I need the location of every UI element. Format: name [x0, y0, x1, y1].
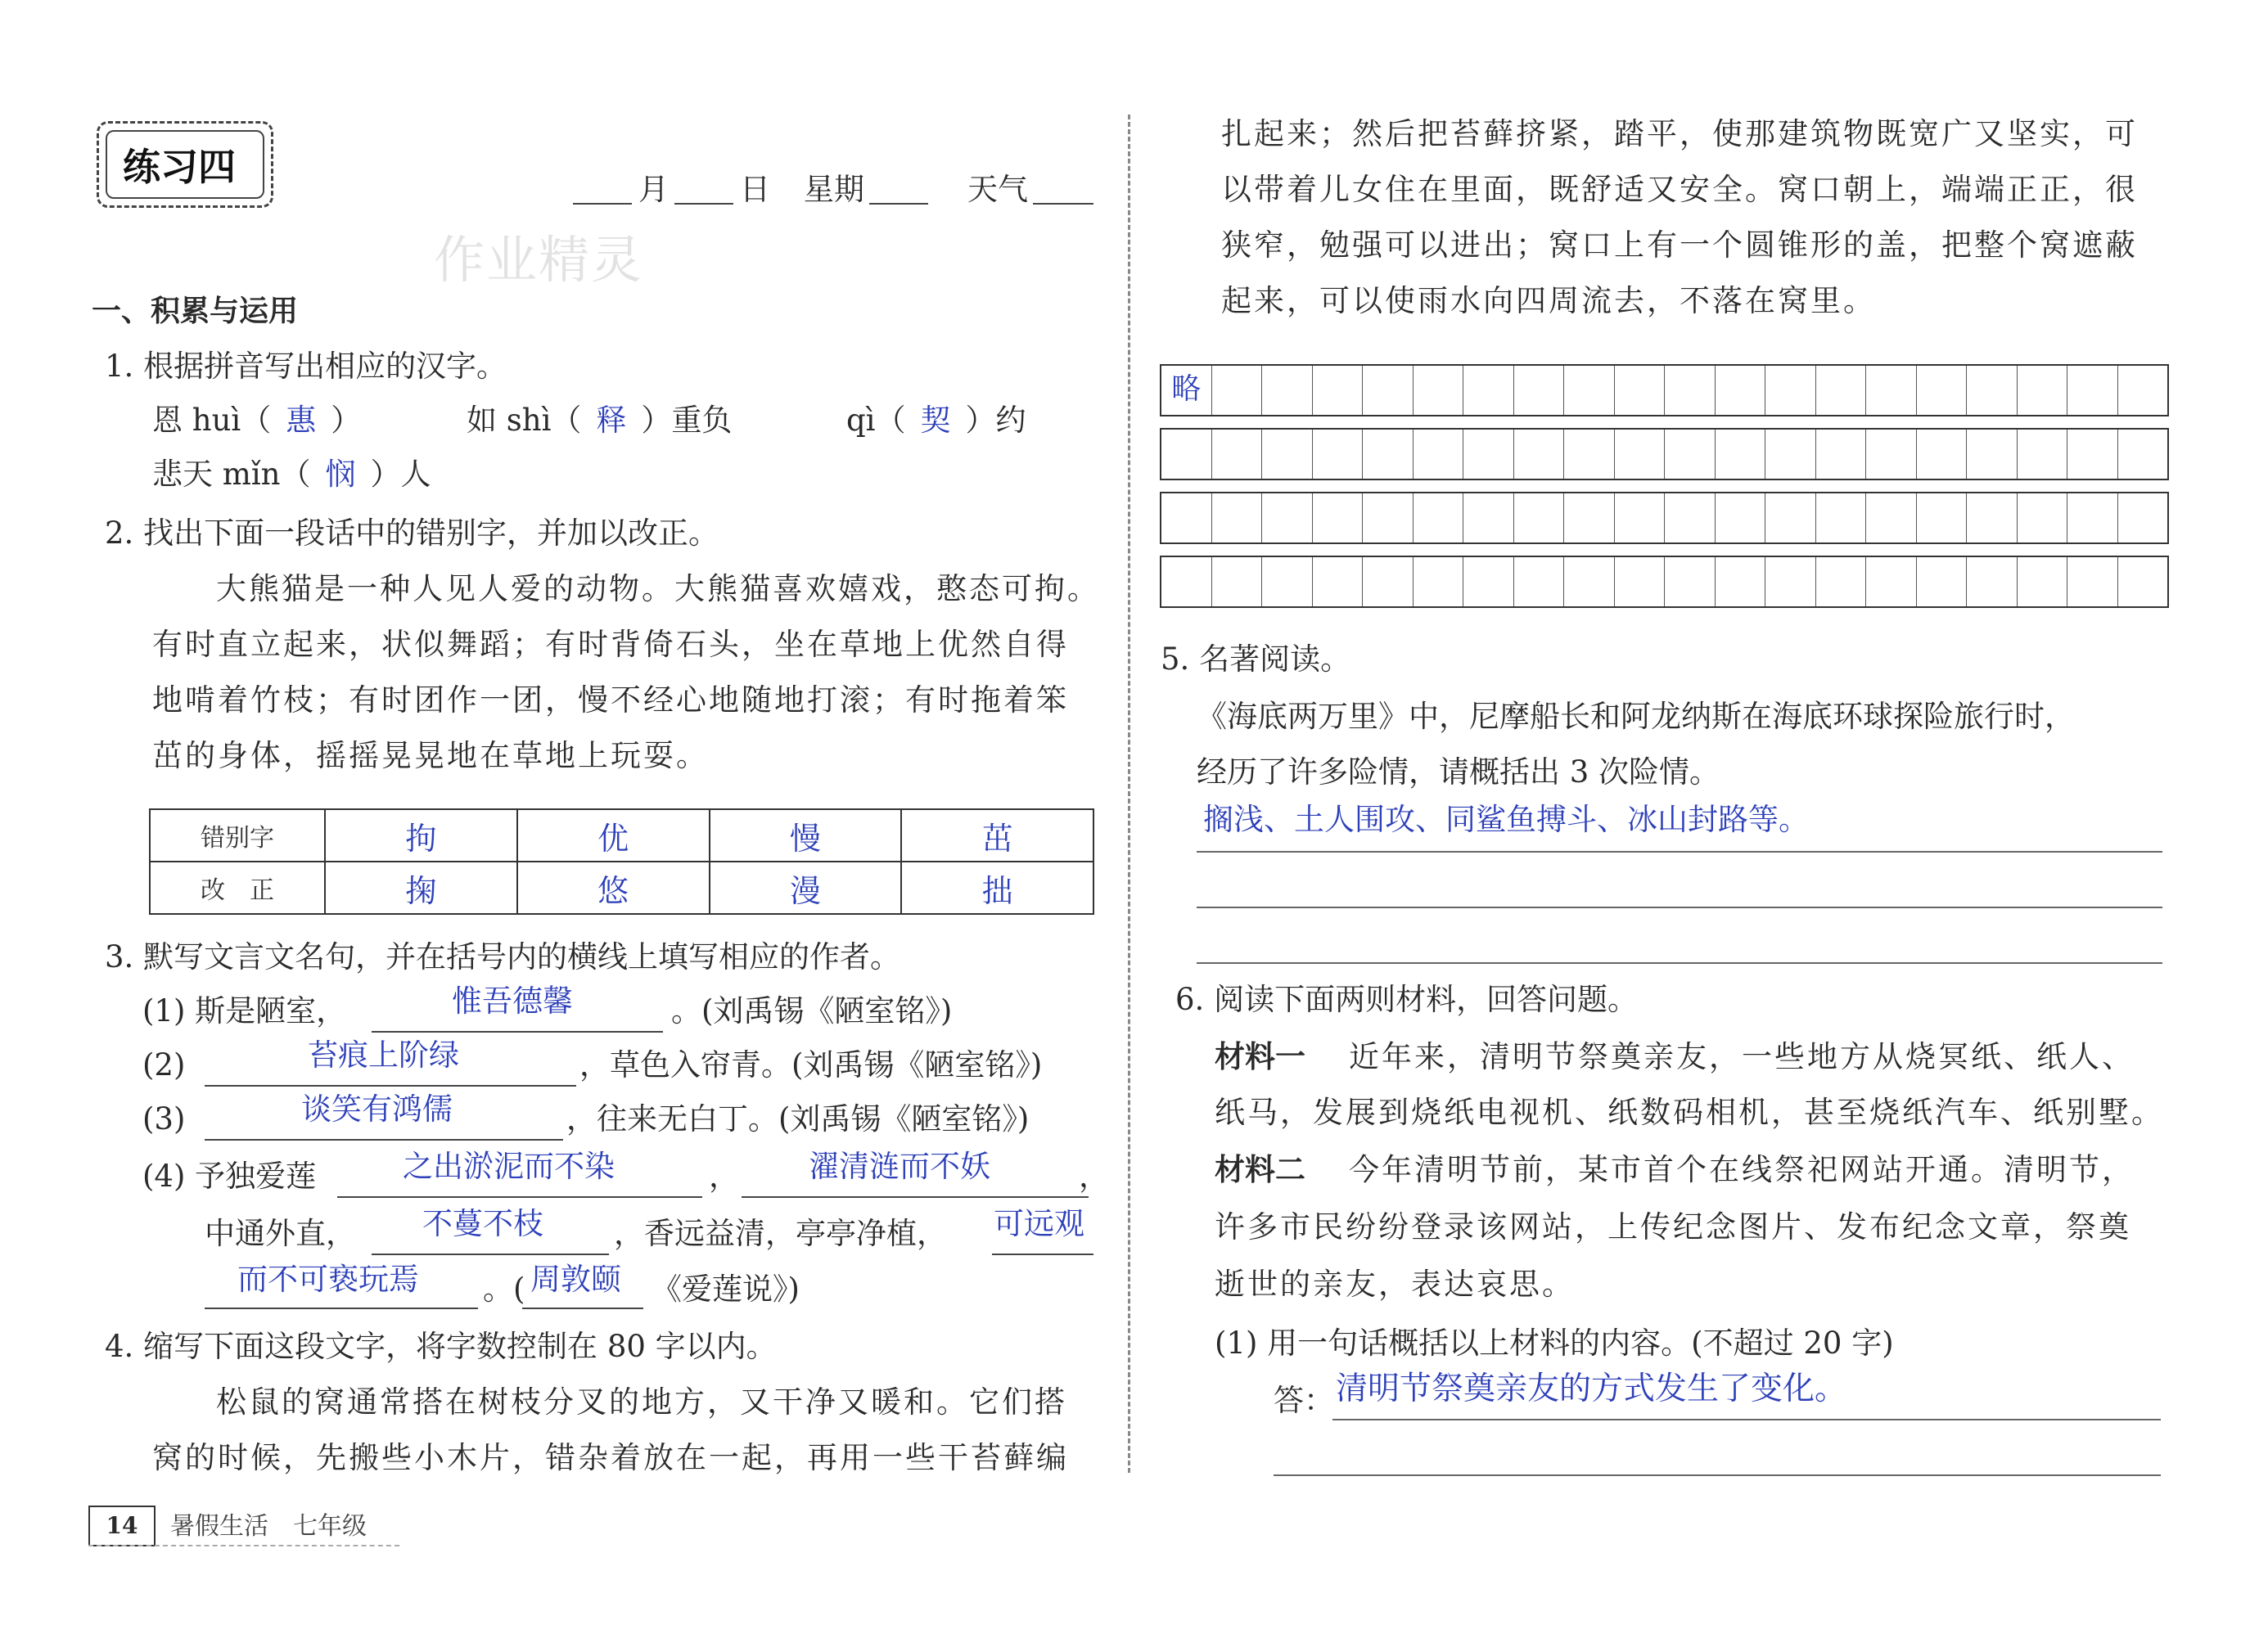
q2-prompt: 2. 找出下面一段话中的错别字，并加以改正。 — [105, 515, 719, 551]
q5-line-1[interactable] — [1197, 851, 2162, 853]
wrong-char[interactable]: 慢 — [710, 809, 902, 862]
q3-l3-pre: (3) — [142, 1101, 186, 1137]
q1-prompt: 1. 根据拼音写出相应的汉字。 — [105, 349, 507, 384]
q3-l1-blank[interactable] — [372, 1031, 663, 1033]
q4-prompt: 4. 缩写下面这段文字，将字数控制在 80 字以内。 — [105, 1329, 777, 1364]
q3-l2-post: ，草色入帘青。(刘禹锡《陋室铭》) — [579, 1047, 1043, 1083]
q3-l4-blank1[interactable] — [337, 1196, 702, 1198]
q2-passage-line: 茁的身体，摇摇晃晃地在草地上玩耍。 — [152, 738, 709, 773]
q3-l2-blank[interactable] — [205, 1085, 576, 1087]
correction-table — [149, 808, 1094, 915]
page-number: 14 — [88, 1506, 156, 1546]
correct-char[interactable]: 漫 — [710, 862, 902, 914]
correct-char[interactable]: 掬 — [325, 862, 517, 914]
q3-l5-blank2[interactable] — [992, 1254, 1093, 1255]
row-label-wrong: 错别字 — [150, 809, 325, 862]
date-day: 日 — [740, 172, 770, 207]
q3-l6-post: 《爱莲说》) — [652, 1272, 800, 1307]
q1b-post: ）重负 — [641, 403, 733, 438]
q3-l4-pre: (4) 予独爱莲 — [142, 1159, 317, 1194]
q1c-post: ）约 — [965, 403, 1026, 438]
q3-l6-blank1[interactable] — [205, 1308, 478, 1309]
material-1-line: 近年来，清明节祭奠亲友，一些地方从烧冥纸、纸人、 — [1349, 1039, 2135, 1074]
date-month: 月 — [638, 172, 669, 207]
q1a-post: ） — [331, 403, 362, 438]
q4-passage-line: 松鼠的窝通常搭在树枝分叉的地方，又干净又暖和。它们搭 — [216, 1384, 1067, 1420]
week-blank[interactable] — [869, 203, 928, 205]
q6-prompt: 6. 阅读下面两则材料，回答问题。 — [1175, 982, 1639, 1017]
q3-l4-answer2[interactable]: 濯清涟而不妖 — [809, 1149, 990, 1184]
q1c-answer[interactable]: 契 — [920, 403, 951, 438]
q3-l4-answer1[interactable]: 之出淤泥而不染 — [403, 1149, 615, 1184]
q3-l6-answer2[interactable]: 周敦颐 — [530, 1262, 621, 1297]
q1a-answer[interactable]: 惠 — [286, 403, 317, 438]
grid-row[interactable] — [1160, 556, 2169, 608]
q5-prompt: 5. 名著阅读。 — [1161, 641, 1351, 677]
q3-l6-answer1[interactable]: 而不可亵玩焉 — [237, 1262, 419, 1297]
q4-passage-line: 窝的时候，先搬些小木片，错杂着放在一起，再用一些干苔藓编 — [152, 1440, 1069, 1475]
q6-sub1: (1) 用一句话概括以上材料的内容。(不超过 20 字) — [1215, 1326, 1894, 1361]
q3-l5-answer2[interactable]: 可远观 — [994, 1206, 1084, 1241]
material-2-line: 许多市民纷纷登录该网站，上传纪念图片、发布纪念文章，祭奠 — [1215, 1209, 2131, 1245]
material-2-line: 逝世的亲友，表达哀思。 — [1215, 1267, 1575, 1302]
date-weather: 天气 — [967, 172, 1028, 207]
q1d-answer[interactable]: 悯 — [325, 457, 356, 492]
q5-line-3[interactable] — [1197, 962, 2162, 964]
q2-passage-line: 有时直立起来，状似舞蹈；有时背倚石头，坐在草地上优然自得 — [152, 627, 1069, 662]
q1d-post: ）人 — [370, 457, 431, 492]
date-week: 星期 — [804, 172, 864, 207]
wrong-char[interactable]: 优 — [517, 809, 710, 862]
q3-l1-answer[interactable]: 惟吾德馨 — [452, 984, 573, 1019]
page-divider — [1128, 115, 1130, 1473]
q4-cont-line: 扎起来；然后把苔藓挤紧，踏平，使那建筑物既宽广又坚实，可 — [1221, 116, 2138, 151]
q3-l4-blank2[interactable] — [742, 1196, 1089, 1198]
wrong-char[interactable]: 拘 — [325, 809, 517, 862]
row-label-correct: 改 正 — [150, 862, 325, 914]
q6-answer[interactable]: 清明节祭奠亲友的方式发生了变化。 — [1336, 1371, 1847, 1407]
q3-l2-pre: (2) — [142, 1047, 186, 1083]
grid-row[interactable] — [1160, 492, 2169, 544]
footer-divider — [88, 1545, 399, 1546]
q3-l6-mid: 。( — [483, 1272, 525, 1307]
q3-l6-blank2[interactable] — [522, 1308, 643, 1309]
material-2-label: 材料二 — [1215, 1152, 1305, 1187]
q4-cont-line: 狭窄，勉强可以进出；窝口上有一个圆锥形的盖，把整个窝遮蔽 — [1221, 227, 2138, 263]
month-blank[interactable] — [573, 203, 632, 205]
q1b-pre: 如 shì（ — [467, 403, 582, 438]
q6-answer-line-2[interactable] — [1274, 1474, 2161, 1476]
q3-l5-answer1[interactable]: 不蔓不枝 — [422, 1206, 543, 1241]
material-1-label: 材料一 — [1215, 1039, 1305, 1074]
grid-row[interactable] — [1160, 364, 2169, 416]
q3-l2-answer[interactable]: 苔痕上阶绿 — [308, 1038, 459, 1073]
q5-answer[interactable]: 搁浅、土人围攻、同鲨鱼搏斗、冰山封路等。 — [1203, 802, 1809, 837]
q5-line: 《海底两万里》中，尼摩船长和阿龙纳斯在海底环球探险旅行时， — [1197, 699, 2075, 734]
q3-l5-pre: 中通外直， — [205, 1216, 356, 1251]
q3-l3-answer[interactable]: 谈笑有鸿儒 — [301, 1092, 453, 1127]
q5-line: 经历了许多险情，请概括出 3 次险情。 — [1197, 754, 1720, 790]
q4-cont-line: 起来，可以使雨水向四周流去，不落在窝里。 — [1221, 283, 1876, 318]
q1a-pre: 恩 huì（ — [152, 403, 272, 438]
grid-answer[interactable]: 略 — [1161, 366, 1212, 415]
q3-l3-post: ，往来无白丁。(刘禹锡《陋室铭》) — [566, 1101, 1030, 1137]
book-title: 暑假生活 七年级 — [170, 1512, 367, 1541]
q3-l1-pre: (1) 斯是陋室， — [142, 993, 347, 1029]
q2-passage-line: 地啃着竹枝；有时团作一团，慢不经心地随地打滚；有时拖着笨 — [152, 682, 1069, 718]
q3-l1-post: 。(刘禹锡《陋室铭》) — [671, 993, 953, 1029]
page-title: 练习四 — [123, 145, 236, 189]
q4-cont-line: 以带着儿女住在里面，既舒适又安全。窝口朝上，端端正正，很 — [1221, 172, 2138, 207]
q5-line-2[interactable] — [1197, 907, 2162, 908]
q1c-pre: qì（ — [846, 403, 906, 438]
q3-l3-blank[interactable] — [205, 1139, 563, 1141]
grid-row[interactable] — [1160, 428, 2169, 480]
answer-label: 答： — [1274, 1383, 1334, 1418]
day-blank[interactable] — [674, 203, 733, 205]
q3-l5-blank1[interactable] — [372, 1254, 609, 1255]
q3-l5-mid: ，香远益清，亭亭净植， — [614, 1216, 947, 1251]
correct-char[interactable]: 悠 — [517, 862, 710, 914]
q3-l4-post: ， — [1079, 1159, 1109, 1194]
weather-blank[interactable] — [1033, 203, 1093, 205]
watermark: 作业精灵 — [434, 230, 644, 290]
q2-passage-line: 大熊猫是一种人见人爱的动物。大熊猫喜欢嬉戏，憨态可拘。 — [216, 571, 1100, 606]
q1b-answer[interactable]: 释 — [596, 403, 627, 438]
q3-l4-sep: ， — [709, 1159, 739, 1194]
q6-answer-line-1[interactable] — [1332, 1419, 2161, 1420]
material-2-line: 今年清明节前，某市首个在线祭祀网站开通。清明节， — [1349, 1152, 2135, 1187]
correct-char[interactable]: 拙 — [901, 862, 1093, 914]
material-1-line: 纸马，发展到烧纸电视机、纸数码相机，甚至烧纸汽车、纸别墅。 — [1215, 1095, 2164, 1130]
section-heading: 一、积累与运用 — [92, 295, 299, 328]
q1d-pre: 悲天 mǐn（ — [152, 457, 311, 492]
writing-grid[interactable] — [1160, 364, 2169, 619]
q3-prompt: 3. 默写文言文名句，并在括号内的横线上填写相应的作者。 — [105, 939, 901, 975]
wrong-char[interactable]: 茁 — [901, 809, 1093, 862]
